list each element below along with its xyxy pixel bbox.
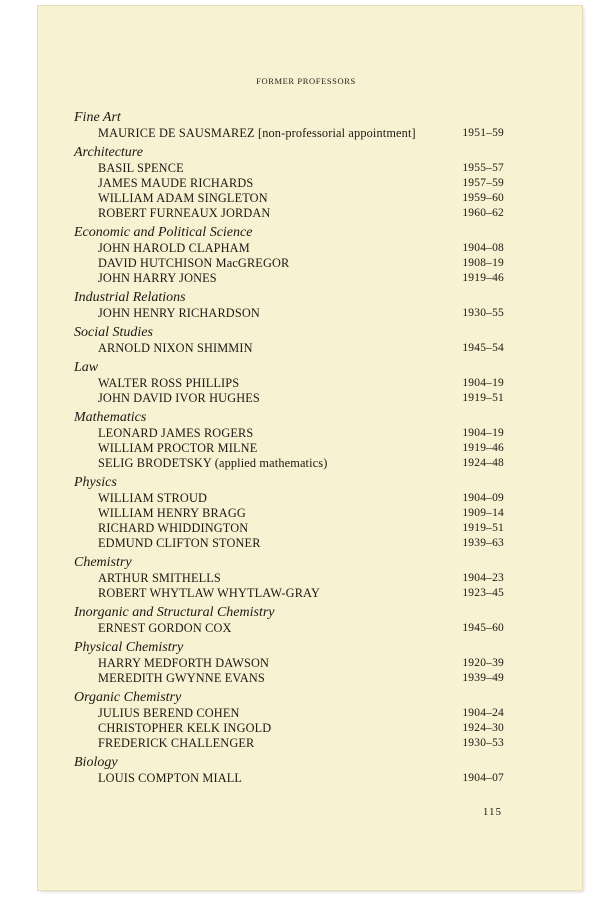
faculty-section bbox=[74, 359, 504, 409]
section-heading: Physical Chemistry bbox=[74, 640, 184, 655]
section-heading: Fine Art bbox=[74, 110, 121, 125]
professor-name: BASIL SPENCE bbox=[98, 161, 184, 175]
tenure-years: 1959–60 bbox=[462, 192, 504, 204]
faculty-section bbox=[74, 224, 504, 289]
tenure-years: 1945–54 bbox=[462, 342, 504, 354]
professor-row bbox=[74, 771, 504, 786]
professor-row bbox=[74, 621, 504, 636]
tenure-years: 1904–08 bbox=[462, 242, 504, 254]
tenure-years: 1908–19 bbox=[462, 257, 504, 269]
section-heading: Law bbox=[74, 360, 99, 375]
professor-name: JOHN HARRY JONES bbox=[98, 271, 217, 285]
professor-row bbox=[74, 456, 504, 471]
tenure-years: 1924–48 bbox=[462, 457, 504, 469]
professor-name: JOHN HAROLD CLAPHAM bbox=[98, 241, 250, 255]
professor-name: WILLIAM PROCTOR MILNE bbox=[98, 441, 258, 455]
professor-name: JAMES MAUDE RICHARDS bbox=[98, 176, 254, 190]
running-head: FORMER PROFESSORS bbox=[256, 76, 356, 86]
professor-row bbox=[74, 306, 504, 321]
tenure-years: 1909–14 bbox=[462, 507, 504, 519]
professor-name: MEREDITH GWYNNE EVANS bbox=[98, 671, 265, 685]
professor-name: RICHARD WHIDDINGTON bbox=[98, 521, 249, 535]
faculty-section bbox=[74, 144, 504, 224]
professor-row bbox=[74, 671, 504, 686]
tenure-years: 1939–63 bbox=[462, 537, 504, 549]
tenure-years: 1957–59 bbox=[462, 177, 504, 189]
section-heading: Physics bbox=[74, 475, 117, 490]
tenure-years: 1930–55 bbox=[462, 307, 504, 319]
professor-row bbox=[74, 491, 504, 506]
faculty-section bbox=[74, 604, 504, 639]
professor-name: JOHN HENRY RICHARDSON bbox=[98, 306, 260, 320]
tenure-years: 1904–19 bbox=[462, 377, 504, 389]
faculty-section bbox=[74, 409, 504, 474]
tenure-years: 1920–39 bbox=[462, 657, 504, 669]
professor-name: WILLIAM HENRY BRAGG bbox=[98, 506, 246, 520]
faculty-section bbox=[74, 689, 504, 754]
section-heading: Mathematics bbox=[74, 410, 147, 425]
professor-list bbox=[74, 109, 504, 789]
professor-name: MAURICE DE SAUSMAREZ [non-professorial appointment] bbox=[98, 126, 416, 140]
tenure-years: 1904–23 bbox=[462, 572, 504, 584]
professor-name: FREDERICK CHALLENGER bbox=[98, 736, 255, 750]
faculty-section bbox=[74, 474, 504, 554]
professor-row bbox=[74, 161, 504, 176]
professor-name: CHRISTOPHER KELK INGOLD bbox=[98, 721, 272, 735]
tenure-years: 1904–07 bbox=[462, 772, 504, 784]
faculty-section bbox=[74, 109, 504, 144]
professor-row bbox=[74, 721, 504, 736]
section-heading: Industrial Relations bbox=[74, 290, 186, 305]
professor-name: JULIUS BEREND COHEN bbox=[98, 706, 240, 720]
tenure-years: 1939–49 bbox=[462, 672, 504, 684]
tenure-years: 1919–46 bbox=[462, 442, 504, 454]
section-heading: Inorganic and Structural Chemistry bbox=[74, 605, 275, 620]
professor-name: DAVID HUTCHISON MacGREGOR bbox=[98, 256, 290, 270]
professor-row bbox=[74, 176, 504, 191]
professor-row bbox=[74, 241, 504, 256]
professor-row bbox=[74, 736, 504, 751]
tenure-years: 1919–51 bbox=[462, 392, 504, 404]
tenure-years: 1955–57 bbox=[462, 162, 504, 174]
tenure-years: 1924–30 bbox=[462, 722, 504, 734]
professor-name: WILLIAM STROUD bbox=[98, 491, 208, 505]
tenure-years: 1960–62 bbox=[462, 207, 504, 219]
professor-row bbox=[74, 586, 504, 601]
tenure-years: 1930–53 bbox=[462, 737, 504, 749]
section-heading: Economic and Political Science bbox=[74, 225, 253, 240]
professor-row bbox=[74, 706, 504, 721]
professor-row bbox=[74, 206, 504, 221]
tenure-years: 1904–24 bbox=[462, 707, 504, 719]
faculty-section bbox=[74, 754, 504, 789]
page-number: 115 bbox=[482, 806, 502, 818]
professor-name: ARTHUR SMITHELLS bbox=[98, 571, 221, 585]
professor-row bbox=[74, 426, 504, 441]
professor-row bbox=[74, 391, 504, 406]
faculty-section bbox=[74, 554, 504, 604]
professor-name: LEONARD JAMES ROGERS bbox=[98, 426, 254, 440]
professor-name: ROBERT FURNEAUX JORDAN bbox=[98, 206, 271, 220]
tenure-years: 1919–46 bbox=[462, 272, 504, 284]
professor-name: ARNOLD NIXON SHIMMIN bbox=[98, 341, 253, 355]
professor-name: JOHN DAVID IVOR HUGHES bbox=[98, 391, 260, 405]
tenure-years: 1904–09 bbox=[462, 492, 504, 504]
professor-row bbox=[74, 521, 504, 536]
professor-row bbox=[74, 376, 504, 391]
professor-name: LOUIS COMPTON MIALL bbox=[98, 771, 243, 785]
professor-name: ERNEST GORDON COX bbox=[98, 621, 232, 635]
professor-row bbox=[74, 341, 504, 356]
section-heading: Biology bbox=[74, 755, 118, 770]
section-spacer bbox=[74, 786, 504, 789]
professor-row bbox=[74, 506, 504, 521]
professor-name: WILLIAM ADAM SINGLETON bbox=[98, 191, 268, 205]
professor-name: HARRY MEDFORTH DAWSON bbox=[98, 656, 270, 670]
section-heading: Architecture bbox=[74, 145, 143, 160]
professor-row bbox=[74, 441, 504, 456]
section-heading: Chemistry bbox=[74, 555, 132, 570]
professor-row bbox=[74, 191, 504, 206]
tenure-years: 1923–45 bbox=[462, 587, 504, 599]
professor-row bbox=[74, 656, 504, 671]
professor-name: WALTER ROSS PHILLIPS bbox=[98, 376, 240, 390]
tenure-years: 1904–19 bbox=[462, 427, 504, 439]
professor-name: EDMUND CLIFTON STONER bbox=[98, 536, 261, 550]
tenure-years: 1951–59 bbox=[462, 127, 504, 139]
tenure-years: 1945–60 bbox=[462, 622, 504, 634]
faculty-section bbox=[74, 324, 504, 359]
professor-row bbox=[74, 256, 504, 271]
faculty-section bbox=[74, 289, 504, 324]
tenure-years: 1919–51 bbox=[462, 522, 504, 534]
section-heading: Social Studies bbox=[74, 325, 153, 340]
professor-row bbox=[74, 126, 504, 141]
section-heading: Organic Chemistry bbox=[74, 690, 182, 705]
faculty-section bbox=[74, 639, 504, 689]
professor-row bbox=[74, 536, 504, 551]
professor-row bbox=[74, 271, 504, 286]
professor-name: SELIG BRODETSKY (applied mathematics) bbox=[98, 456, 328, 470]
professor-row bbox=[74, 571, 504, 586]
professor-name: ROBERT WHYTLAW WHYTLAW-GRAY bbox=[98, 586, 320, 600]
